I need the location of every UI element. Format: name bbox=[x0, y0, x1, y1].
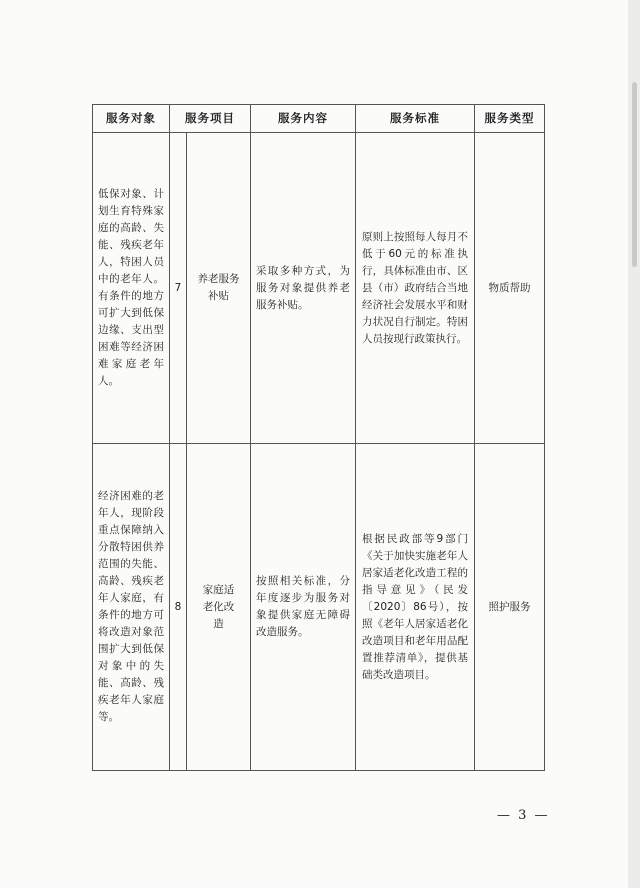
content-text: 按照相关标准，分年度逐步为服务对象提供家庭无障碍改造服务。 bbox=[256, 575, 350, 638]
standard-text: 根据民政部等9部门《关于加快实施老年人居家适老化改造工程的指导意见》（民发〔2020〕86号），按照《老年人居家适老化改造项目和老年用品配置推荐清单》，提供基础类改造项目。 bbox=[362, 532, 468, 681]
table-row bbox=[93, 133, 545, 444]
table-row bbox=[93, 444, 545, 771]
header-service-type: 服务类型 bbox=[475, 105, 545, 133]
type-text: 物质帮助 bbox=[488, 281, 531, 294]
standard-cell bbox=[356, 133, 475, 444]
item-cell bbox=[187, 133, 251, 444]
target-cell bbox=[93, 444, 170, 771]
row-number: 7 bbox=[170, 133, 187, 444]
vertical-scrollbar[interactable] bbox=[628, 0, 640, 888]
standard-cell bbox=[356, 444, 475, 771]
header-service-item: 服务项目 bbox=[170, 105, 251, 133]
item-text: 家庭适老化改造 bbox=[202, 583, 235, 630]
header-service-content: 服务内容 bbox=[251, 105, 356, 133]
content-text: 采取多种方式，为服务对象提供养老服务补贴。 bbox=[256, 264, 350, 311]
header-service-standard: 服务标准 bbox=[356, 105, 475, 133]
target-cell bbox=[93, 133, 170, 444]
content-cell bbox=[251, 444, 356, 771]
target-text: 经济困难的老年人，现阶段重点保障纳入分散特困供养范围的失能、高龄、残疾老年人家庭，有条件的地方可将改造对象范围扩大到低保对象中的失能、高龄、残疾老年人家庭等。 bbox=[98, 490, 164, 723]
service-table bbox=[92, 104, 545, 771]
item-cell bbox=[187, 444, 251, 771]
item-text: 养老服务补贴 bbox=[197, 273, 240, 302]
standard-text: 原则上按照每人每月不低于60元的标准执行，具体标准由市、区县（市）政府结合当地经济社会发展水平和财力状况自行制定。特困人员按现行政策执行。 bbox=[362, 230, 468, 345]
target-text: 低保对象、计划生育特殊家庭的高龄、失能、残疾老年人，特困人员中的老年人。有条件的地方可扩大到低保边缘、支出型困难等经济困难家庭老年人。 bbox=[98, 188, 164, 387]
header-service-target: 服务对象 bbox=[93, 105, 170, 133]
type-cell bbox=[475, 444, 545, 771]
type-cell bbox=[475, 133, 545, 444]
type-text: 照护服务 bbox=[488, 600, 531, 613]
content-cell bbox=[251, 133, 356, 444]
scrollbar-thumb[interactable] bbox=[632, 82, 637, 267]
row-number: 8 bbox=[170, 444, 187, 771]
table-header-row bbox=[93, 105, 545, 133]
page-number: — 3 — bbox=[497, 808, 550, 823]
